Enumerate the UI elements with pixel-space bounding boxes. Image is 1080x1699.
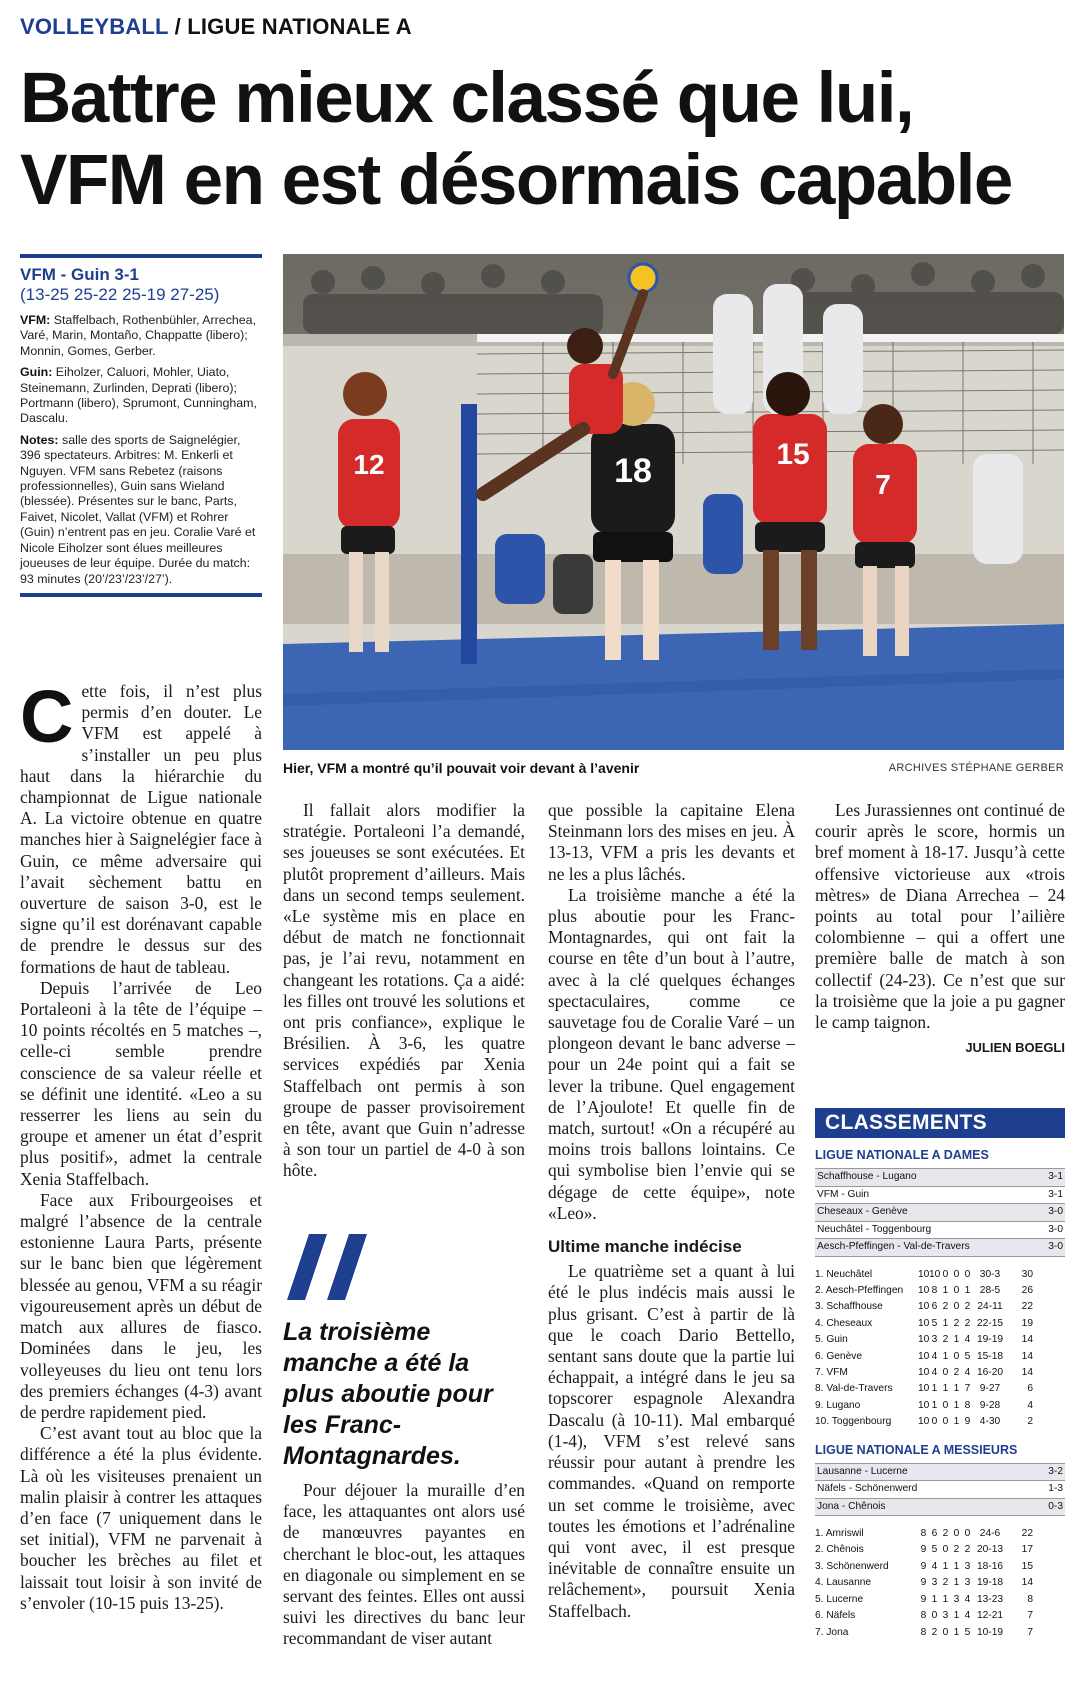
- table-row: [815, 1316, 1065, 1332]
- article-subhead: Ultime manche indécise: [548, 1237, 742, 1257]
- team-set-diff: 24-6: [979, 1528, 1001, 1540]
- team-stat: 0: [964, 1528, 971, 1540]
- team-stat: 10: [918, 1350, 930, 1362]
- volleyball-scene-illustration: [283, 254, 1064, 750]
- article-column-2: [283, 800, 525, 1182]
- table-row: [815, 1592, 1065, 1608]
- team-stat: 1: [953, 1626, 960, 1638]
- article-column-3: [548, 800, 795, 1622]
- table-row: [815, 1349, 1065, 1365]
- team-points: 14: [1021, 1577, 1033, 1589]
- team-set-diff: 22-15: [976, 1317, 1004, 1329]
- team-points: 8: [1027, 1593, 1033, 1605]
- photo-caption-bar: [283, 760, 1064, 776]
- match-notes: Notes: salle des sports de Saignelégier, 396 spectateurs. Arbitres: M. Enkerli et Nguyen. VFM sans Rebetez (raisons professionnelles), Guin sans Wieland (blessée). Présentes sur le banc, Parts, Faivet, Nicolet, Vallat (VFM) et Rohrer (Guin) n’entrent pas en jeu. Coralie Varé et Nicole Eiholzer sont élues meilleures joueuses de leur équipe. Durée du match: 93 minutes (20’/23’/23’/27’).: [20, 432, 256, 586]
- article-paragraph: C’est avant tout au bloc que la différence a été la plus évidente. Là où les visiteuses prenaient un malin plaisir à contrer les attaques d’en face (7 uniquement dans le set initial), VFM ne parvenait à boucher les brèches au filet et laissait tout loisir à son invité de s’envoler (10-15 puis 13-25).: [20, 1423, 262, 1613]
- table-row: [815, 1575, 1065, 1591]
- team-stat: 6: [931, 1528, 938, 1540]
- team-points: 22: [1021, 1528, 1033, 1540]
- team-stat: 10: [918, 1366, 930, 1378]
- match-photo: [283, 254, 1064, 750]
- article-paragraph: Depuis l’arrivée de Leo Portaleoni à la tête de l’équipe – 10 points récoltés en 5 matches –, celle-ci semble prendre conscience de sa valeur réelle et se définit une identité. «Leo a su resserrer les liens au sein du groupe et amener un état d’esprit plus positif», admet la centrale Xenia Staffelbach.: [20, 977, 262, 1189]
- team-stat: 2: [953, 1366, 960, 1378]
- table-row: [815, 1526, 1065, 1542]
- results-dames: [815, 1168, 1065, 1257]
- team-stat: 2: [942, 1528, 949, 1540]
- team-points: 14: [1021, 1334, 1033, 1346]
- team-stat: 3: [942, 1610, 949, 1622]
- svg-text:18: 18: [614, 452, 652, 490]
- standings-box: [815, 1108, 1065, 1641]
- team-stat: 0: [964, 1268, 971, 1280]
- table-row: [815, 1625, 1065, 1641]
- team-stat: 4: [964, 1366, 971, 1378]
- team-stat: 5: [964, 1626, 971, 1638]
- article-paragraph: Le quatrième set a quant à lui été le plus indécis mais aussi le plus grisant. C’est à partir de là que le coach Dario Bettello, sentant sans doute que la partie lui échappait, a intégré dans le jeu sa topscorer espagnole Alexandra Dascalu (à 10-11). Mal embarqué (1-4), VFM s’est relevé sans réussir pour autant à prendre les commandes. «Quand on remporte un set comme le troisième, avec toutes les émotions et l’adrénaline qui vont avec, il est presque inévitable de connaître ensuite un relâchement», poursuit Xenia Staffelbach.: [548, 1261, 795, 1621]
- team-stat: 1: [942, 1350, 949, 1362]
- team-set-diff: 9-27: [979, 1383, 1001, 1395]
- drop-cap: C: [20, 675, 74, 758]
- team-stat: 8: [964, 1399, 971, 1411]
- team-name: 5. Guin: [815, 1334, 848, 1346]
- team-set-diff: 19-19: [976, 1334, 1004, 1346]
- team-name: 8. Val-de-Travers: [815, 1383, 893, 1395]
- kicker-sport: VOLLEYBALL: [20, 14, 169, 39]
- svg-text:7: 7: [875, 469, 891, 500]
- result-score: 3-2: [1048, 1465, 1063, 1477]
- team-stat: 1: [942, 1560, 949, 1572]
- team-stat: 1: [953, 1416, 960, 1428]
- team-stat: 10: [929, 1268, 941, 1280]
- sidebar-top-rule: [20, 254, 262, 258]
- table-row: [815, 1365, 1065, 1381]
- team-stat: 4: [931, 1366, 938, 1378]
- result-score: 1-3: [1048, 1483, 1063, 1495]
- team-points: 2: [1027, 1416, 1033, 1428]
- table-row: [815, 1267, 1065, 1283]
- result-row: [815, 1187, 1065, 1205]
- article-paragraph: Les Jurassiennes ont continué de courir après le score, hormis un bref moment à 18-17. Jusqu’à cette offensive victorieuse aux «trois mètres» de Diana Arrechea – 24 points au total pour l’ailière colombienne – qui a offert une première balle de match à son collectif (24-23). Ce n’est que sur la troisième que la joie a pu gagner le camp taignon.: [815, 800, 1065, 1033]
- team-points: 26: [1021, 1284, 1033, 1296]
- quote-mark-icon: [287, 1234, 367, 1300]
- kicker-league: LIGUE NATIONALE A: [187, 14, 412, 39]
- team-set-diff: 15-18: [976, 1350, 1004, 1362]
- article-column-2-bottom: [283, 1480, 525, 1650]
- team-stat: 4: [964, 1610, 971, 1622]
- article-paragraph: Cette fois, il n’est plus permis d’en douter. Le VFM est appelé à s’installer un peu plus haut dans la hiérarchie du championnat de Ligue nationale A. La victoire obtenue en quatre manches hier à Saignelégier face à Guin, ce même adversaire qui l’avait sèchement battu en ouverture de saison 3-0, est le signe qu’il est dorénavant capable de prendre le dessus sur des formations de haut de tableau.: [20, 675, 262, 977]
- team-stat: 3: [964, 1560, 971, 1572]
- result-score: 3-0: [1048, 1206, 1063, 1217]
- result-score: 3-1: [1048, 1188, 1063, 1200]
- team-set-diff: 30-3: [979, 1268, 1001, 1280]
- team-points: 19: [1021, 1317, 1033, 1329]
- team-stat: 4: [964, 1593, 971, 1605]
- team-points: 14: [1021, 1350, 1033, 1362]
- team-stat: 0: [931, 1610, 938, 1622]
- result-score: 0-3: [1048, 1500, 1063, 1512]
- team-name: 1. Neuchâtel: [815, 1268, 873, 1280]
- team-stat: 0: [953, 1528, 960, 1540]
- team-points: 17: [1021, 1544, 1033, 1556]
- team-stat: 2: [964, 1317, 971, 1329]
- team-stat: 10: [918, 1383, 930, 1395]
- team-stat: 0: [953, 1284, 960, 1296]
- result-match: Neuchâtel - Toggenbourg: [817, 1223, 932, 1235]
- team-stat: 5: [931, 1317, 938, 1329]
- table-row: [815, 1414, 1065, 1430]
- team-stat: 8: [931, 1284, 938, 1296]
- team-stat: 5: [964, 1350, 971, 1362]
- headline: [20, 58, 1070, 222]
- team-stat: 9: [920, 1593, 927, 1605]
- team-name: 1. Amriswil: [815, 1528, 864, 1540]
- team-name: 6. Genève: [815, 1350, 863, 1362]
- headline-line-1: Battre mieux classé que lui,: [20, 59, 914, 138]
- vfm-lineup: VFM: Staffelbach, Rothenbühler, Arrechea, Varé, Marin, Montaño, Chappatte (libero); Monnin, Gomes, Gerber.: [20, 313, 257, 358]
- result-match: Jona - Chênois: [817, 1500, 886, 1512]
- article-paragraph: Face aux Fribourgeoises et malgré l’absence de la centrale estonienne Laura Parts, présente sur le banc bien que légèrement blessée au genou, VFM a su réagir vigoureusement après un début de match aux allures de fiasco. Dominées dans le jeu, les volleyeuses du lieu ont tenu lors des premiers échanges (4-3) avant de perdre rapidement pied.: [20, 1189, 262, 1422]
- team-stat: 1: [953, 1383, 960, 1395]
- team-stat: 9: [920, 1560, 927, 1572]
- team-stat: 1: [942, 1284, 949, 1296]
- table-row: [815, 1283, 1065, 1299]
- table-row: [815, 1332, 1065, 1348]
- result-row: [815, 1499, 1065, 1517]
- team-name: 7. Jona: [815, 1626, 849, 1638]
- set-scores: (13-25 25-22 25-19 27-25): [20, 285, 220, 304]
- team-name: 4. Cheseaux: [815, 1317, 873, 1329]
- result-row: [815, 1204, 1065, 1222]
- team-stat: 6: [931, 1301, 938, 1313]
- team-stat: 10: [918, 1416, 930, 1428]
- match-result: VFM - Guin 3-1: [20, 265, 139, 284]
- team-stat: 4: [931, 1350, 938, 1362]
- team-points: 7: [1027, 1626, 1033, 1638]
- svg-text:12: 12: [353, 449, 385, 480]
- author-signature: JULIEN BOEGLI: [965, 1040, 1065, 1056]
- team-set-diff: 12-21: [976, 1610, 1004, 1622]
- team-set-diff: 13-23: [976, 1593, 1004, 1605]
- team-set-diff: 24-11: [977, 1301, 1003, 1313]
- team-stat: 0: [953, 1301, 960, 1313]
- team-stat: 2: [942, 1301, 949, 1313]
- result-score: 3-1: [1048, 1171, 1063, 1182]
- team-stat: 2: [953, 1317, 960, 1329]
- table-row: [815, 1398, 1065, 1414]
- result-match: Cheseaux - Genève: [817, 1206, 908, 1217]
- team-stat: 2: [942, 1577, 949, 1589]
- team-name: 3. Schönenwerd: [815, 1560, 889, 1572]
- team-stat: 8: [920, 1626, 927, 1638]
- result-row: [815, 1222, 1065, 1240]
- article-paragraph: Il fallait alors modifier la stratégie. Portaleoni l’a demandé, ses joueuses se sont exécutées. Et plutôt proprement d’ailleurs. Mais dans un second temps seulement. «Le système mis en place en début de match ne fonctionnait pas, je l’ai revu, notamment en changeant les rotations. Ça a aidé: les filles ont trouvé les solutions et ont pris confiance», explique le Brésilien. À 3-6, les quatre services expédiés par Xenia Staffelbach ont permis à son groupe de passer provisoirement en tête, avant que Guin n’adresse à son tour un partiel de 4-0 à son hôte.: [283, 800, 525, 1181]
- team-name: 10. Toggenbourg: [815, 1416, 892, 1428]
- result-score: 3-0: [1048, 1241, 1063, 1252]
- result-match: Näfels - Schönenwerd: [817, 1483, 918, 1495]
- team-stat: 2: [931, 1626, 938, 1638]
- result-match: Aesch-Pfeffingen - Val-de-Travers: [817, 1241, 970, 1252]
- team-set-diff: 19-18: [976, 1577, 1004, 1589]
- team-stat: 1: [942, 1593, 949, 1605]
- team-set-diff: 10-19: [976, 1626, 1004, 1638]
- table-row: [815, 1542, 1065, 1558]
- table-row: [815, 1299, 1065, 1315]
- team-stat: 10: [918, 1399, 930, 1411]
- team-stat: 9: [920, 1544, 927, 1556]
- headline-line-2: VFM en est désormais capable: [20, 141, 1012, 220]
- team-name: 7. VFM: [815, 1366, 848, 1378]
- team-stat: 1: [953, 1560, 960, 1572]
- team-stat: 0: [931, 1416, 938, 1428]
- result-row: [815, 1169, 1065, 1187]
- team-stat: 5: [931, 1544, 938, 1556]
- team-stat: 2: [964, 1544, 971, 1556]
- team-name: 9. Lugano: [815, 1399, 861, 1411]
- team-stat: 2: [942, 1334, 949, 1346]
- team-stat: 0: [942, 1268, 949, 1280]
- team-stat: 3: [931, 1334, 938, 1346]
- team-stat: 1: [931, 1399, 938, 1411]
- team-stat: 1: [964, 1284, 971, 1296]
- team-stat: 10: [918, 1284, 930, 1296]
- team-points: 6: [1027, 1383, 1033, 1395]
- svg-text:15: 15: [776, 438, 810, 471]
- article-column-1: [20, 675, 262, 1614]
- team-stat: 9: [920, 1577, 927, 1589]
- team-stat: 3: [953, 1593, 960, 1605]
- team-stat: 1: [931, 1593, 938, 1605]
- team-stat: 9: [964, 1416, 971, 1428]
- team-stat: 1: [953, 1334, 960, 1346]
- result-match: VFM - Guin: [817, 1188, 870, 1200]
- team-set-diff: 16-20: [976, 1366, 1004, 1378]
- match-sheet-sidebar: [20, 254, 262, 597]
- standings-title: CLASSEMENTS: [815, 1108, 1065, 1138]
- team-name: 3. Schaffhouse: [815, 1301, 883, 1313]
- team-points: 15: [1021, 1560, 1033, 1572]
- result-match: Lausanne - Lucerne: [817, 1465, 908, 1477]
- guin-lineup: Guin: Eiholzer, Caluori, Mohler, Uiato, Steinemann, Zurlinden, Deprati (libero); Portmann (libero), Sprumont, Cunningham, Dascalu.: [20, 365, 257, 426]
- team-stat: 10: [918, 1301, 930, 1313]
- result-match: Schaffhouse - Lugano: [817, 1171, 917, 1182]
- volleyball-icon: [629, 264, 657, 292]
- team-stat: 0: [942, 1544, 949, 1556]
- team-set-diff: 20-13: [976, 1544, 1004, 1556]
- team-stat: 0: [942, 1399, 949, 1411]
- team-stat: 7: [964, 1383, 971, 1395]
- team-stat: 1: [953, 1610, 960, 1622]
- league-label-dames: LIGUE NATIONALE A DAMES: [815, 1148, 989, 1162]
- result-row: [815, 1481, 1065, 1499]
- net-post: [461, 404, 477, 664]
- team-stat: 8: [920, 1610, 927, 1622]
- team-name: 4. Lausanne: [815, 1577, 872, 1589]
- result-row: [815, 1239, 1065, 1257]
- team-stat: 0: [942, 1416, 949, 1428]
- table-row: [815, 1559, 1065, 1575]
- team-set-diff: 18-16: [976, 1560, 1004, 1572]
- sidebar-bottom-rule: [20, 593, 262, 597]
- team-stat: 10: [918, 1334, 930, 1346]
- team-name: 5. Lucerne: [815, 1593, 864, 1605]
- result-row: [815, 1464, 1065, 1482]
- team-stat: 4: [964, 1334, 971, 1346]
- team-stat: 0: [953, 1268, 960, 1280]
- team-stat: 1: [953, 1399, 960, 1411]
- team-stat: 2: [964, 1301, 971, 1313]
- photo-credit: ARCHIVES STÉPHANE GERBER: [888, 762, 1064, 774]
- team-points: 14: [1021, 1366, 1033, 1378]
- team-name: 6. Näfels: [815, 1610, 856, 1622]
- article-paragraph: La troisième manche a été la plus aboutie pour les Franc-Montagnardes, qui ont fait la course en tête d’un bout à l’autre, avec à la clé quelques échanges spectaculaires, comme ce sauvetage fou de Coralie Varé – un plongeon devant le banc adverse – pour un 24e point qui a fait se lever la tribune. Quel engagement de l’Ajoulote! Et quelle fin de match, surtout! «On a récupéré au moins trois ballons lointains. Ce qui symbolise bien l’envie qui se dégage de cette équipe», note «Leo».: [548, 884, 795, 1223]
- team-points: 4: [1027, 1399, 1033, 1411]
- team-stat: 3: [931, 1577, 938, 1589]
- table-dames: [815, 1267, 1065, 1431]
- team-stat: 1: [942, 1317, 949, 1329]
- team-stat: 2: [953, 1544, 960, 1556]
- team-stat: 10: [918, 1317, 930, 1329]
- table-row: [815, 1381, 1065, 1397]
- team-points: 7: [1027, 1610, 1033, 1622]
- team-stat: 10: [918, 1268, 930, 1280]
- team-stat: 4: [931, 1560, 938, 1572]
- team-stat: 8: [920, 1528, 927, 1540]
- pull-quote: [283, 1234, 525, 1472]
- league-label-messieurs: LIGUE NATIONALE A MESSIEURS: [815, 1442, 1018, 1457]
- team-set-diff: 28-5: [979, 1284, 1001, 1296]
- pull-quote-text: La troisième manche a été la plus aboutie pour les Franc-Montagnardes.: [283, 1318, 493, 1470]
- team-stat: 0: [942, 1626, 949, 1638]
- table-row: [815, 1608, 1065, 1624]
- team-stat: 1: [953, 1577, 960, 1589]
- team-stat: 0: [942, 1366, 949, 1378]
- team-stat: 3: [964, 1577, 971, 1589]
- article-paragraph: Pour déjouer la muraille d’en face, les attaquantes ont alors usé de manœuvres payantes en cherchant le bloc-out, les attaques en diagonale ou simplement en se servant des feintes. Elles ont aussi suivi les directives du banc leur recommandant de viser autant: [283, 1480, 525, 1649]
- result-score: 3-0: [1048, 1223, 1063, 1235]
- article-column-4: [815, 800, 1065, 1058]
- team-stat: 1: [931, 1383, 938, 1395]
- team-set-diff: 9-28: [979, 1399, 1001, 1411]
- team-points: 30: [1021, 1268, 1033, 1280]
- team-points: 22: [1021, 1301, 1033, 1313]
- results-messieurs: [815, 1463, 1065, 1517]
- team-name: 2. Aesch-Pfeffingen: [815, 1284, 904, 1296]
- section-kicker: VOLLEYBALL / LIGUE NATIONALE A: [20, 14, 412, 39]
- team-name: 2. Chênois: [815, 1544, 864, 1556]
- team-stat: 0: [953, 1350, 960, 1362]
- photo-caption: Hier, VFM a montré qu’il pouvait voir devant à l’avenir: [283, 760, 640, 776]
- article-paragraph: que possible la capitaine Elena Steinmann lors des mises en jeu. À 13-13, VFM a pris les devants et ne les a plus lâchés.: [548, 800, 795, 884]
- team-set-diff: 4-30: [979, 1416, 1001, 1428]
- team-stat: 1: [942, 1383, 949, 1395]
- table-messieurs: [815, 1526, 1065, 1641]
